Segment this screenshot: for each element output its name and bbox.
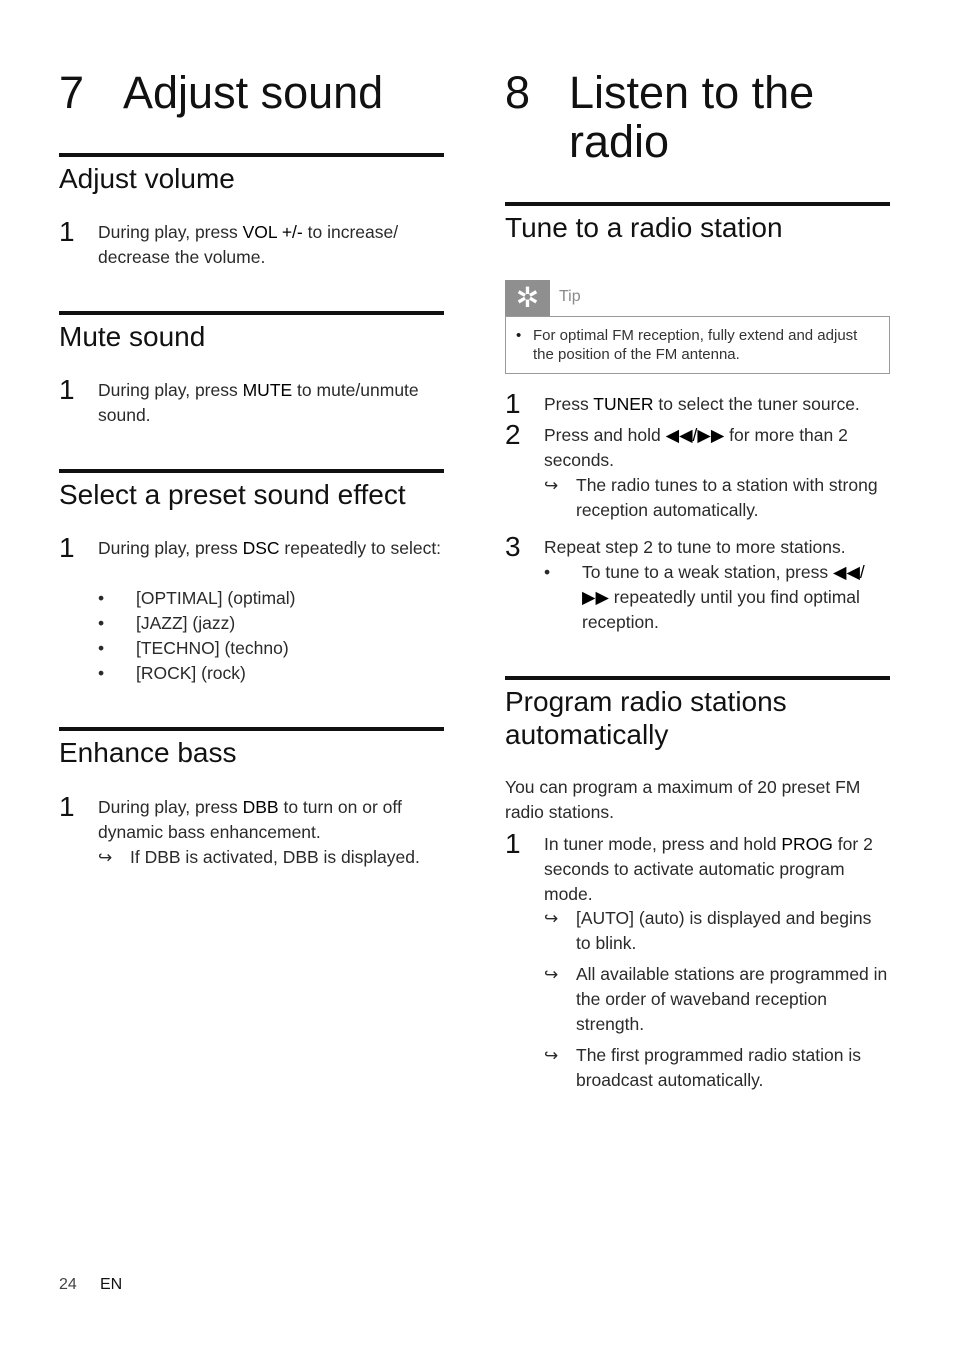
key-label: ◀◀/ ▶▶ xyxy=(582,562,865,607)
result-arrow-icon: ↪ xyxy=(98,848,113,867)
section-rule xyxy=(505,202,890,206)
chapter-title-line2: radio xyxy=(569,116,670,167)
result-arrow-icon: ↪ xyxy=(544,909,559,928)
chapter-number: 8 xyxy=(505,67,531,118)
chapter-title-line1: Listen to the xyxy=(569,67,815,118)
section-heading: Adjust volume xyxy=(59,163,235,194)
step-text: Press and hold ◀◀/▶▶ for more than 2 seconds. xyxy=(544,425,848,470)
step-number: 1 xyxy=(505,388,521,419)
section-heading-line2: automatically xyxy=(505,719,669,750)
section-adjust-volume xyxy=(59,153,444,283)
step-number: 1 xyxy=(59,791,75,822)
step-text: During play, press VOL +/- to increase/ decrease the volume. xyxy=(98,222,399,267)
section-rule xyxy=(59,153,444,157)
section-mute-sound xyxy=(59,311,444,441)
key-label: VOL +/- xyxy=(242,222,303,242)
key-label: DBB xyxy=(242,797,279,817)
section-heading: Mute sound xyxy=(59,321,206,352)
step-number: 1 xyxy=(59,216,75,247)
chapter-title: Adjust sound xyxy=(123,67,384,118)
section-tune-radio: Tune to a radio station ✲ Tip • For optimal FM reception, fully extend and adjust the position of the FM antenna. 1 Press TUNER to select the tuner source. 2 Press and hold ◀◀/▶▶ for more than 2 seconds. ↪ The radio tunes to a station with strong reception automatically. 3 Repeat step 2 to tune to more stations. • To tune to a weak station, press ◀◀/ ▶▶ repeatedly until you find optimal reception. xyxy=(505,202,890,652)
section-rule xyxy=(59,727,444,731)
step-text: Press TUNER to select the tuner source. xyxy=(544,394,860,414)
intro-text: You can program a maximum of 20 preset FM radio stations. xyxy=(505,777,861,822)
step-number: 1 xyxy=(59,374,75,405)
chapter-7-heading xyxy=(59,68,444,118)
tip-box xyxy=(505,280,890,374)
tip-label: Tip xyxy=(559,288,581,305)
step-text: In tuner mode, press and hold PROG for 2 seconds to activate automatic program mode. xyxy=(544,834,873,904)
result-arrow-icon: ↪ xyxy=(544,1046,559,1065)
result-arrow-icon: ↪ xyxy=(544,476,559,495)
page-footer xyxy=(59,1276,123,1294)
key-label: MUTE xyxy=(242,380,293,400)
section-rule xyxy=(59,311,444,315)
step-text: During play, press DBB to turn on or off dynamic bass enhancement. xyxy=(98,797,402,842)
step-number: 3 xyxy=(505,531,521,562)
section-program-stations: Program radio stations automatically You can program a maximum of 20 preset FM radio stations. 1 In tuner mode, press and hold PROG for 2 seconds to activate automatic program mode. ↪ [AUTO] (auto) is displayed and begins to blink. ↪ All available stations are programmed in the order of waveband reception strength. ↪ The first programmed radio station is broadcast automatically. xyxy=(505,676,890,1106)
result-arrow-icon: ↪ xyxy=(544,965,559,984)
chapter-number: 7 xyxy=(59,67,85,118)
section-heading: Select a preset sound effect xyxy=(59,479,406,510)
step-text: During play, press MUTE to mute/unmute sound. xyxy=(98,380,419,425)
tip-body: • For optimal FM reception, fully extend and adjust the position of the FM antenna. xyxy=(505,316,890,374)
key-label: ◀◀/▶▶ xyxy=(665,425,725,445)
page-number: 24 xyxy=(59,1276,77,1293)
step-number: 1 xyxy=(59,532,75,563)
tip-header xyxy=(505,280,890,316)
key-label: TUNER xyxy=(593,394,654,414)
step-text: Repeat step 2 to tune to more stations. xyxy=(544,537,846,557)
tip-text: For optimal FM reception, fully extend and adjust the position of the FM antenna. xyxy=(533,327,858,363)
language-code: EN xyxy=(100,1276,123,1293)
key-label: PROG xyxy=(781,834,833,854)
step-number: 1 xyxy=(505,828,521,859)
key-label: DSC xyxy=(242,538,280,558)
section-preset-sound-effect: Select a preset sound effect 1 During play, press DSC repeatedly to select: • [OPTIMAL] (optimal) • [JAZZ] (jazz) • [TECHNO] (techno) • [ROCK] (rock) xyxy=(59,469,444,699)
step-number: 2 xyxy=(505,419,521,450)
section-heading: Tune to a radio station xyxy=(505,212,783,243)
section-enhance-bass: Enhance bass 1 During play, press DBB to turn on or off dynamic bass enhancement. ↪ If DBB is activated, DBB is displayed. xyxy=(59,727,444,887)
section-heading: Enhance bass xyxy=(59,737,237,768)
sparkle-icon: ✲ xyxy=(505,280,550,316)
section-heading-line1: Program radio stations xyxy=(505,686,787,717)
section-rule xyxy=(59,469,444,473)
chapter-8-heading xyxy=(505,68,890,168)
step-text: During play, press DSC repeatedly to select: xyxy=(98,538,442,558)
section-rule xyxy=(505,676,890,680)
